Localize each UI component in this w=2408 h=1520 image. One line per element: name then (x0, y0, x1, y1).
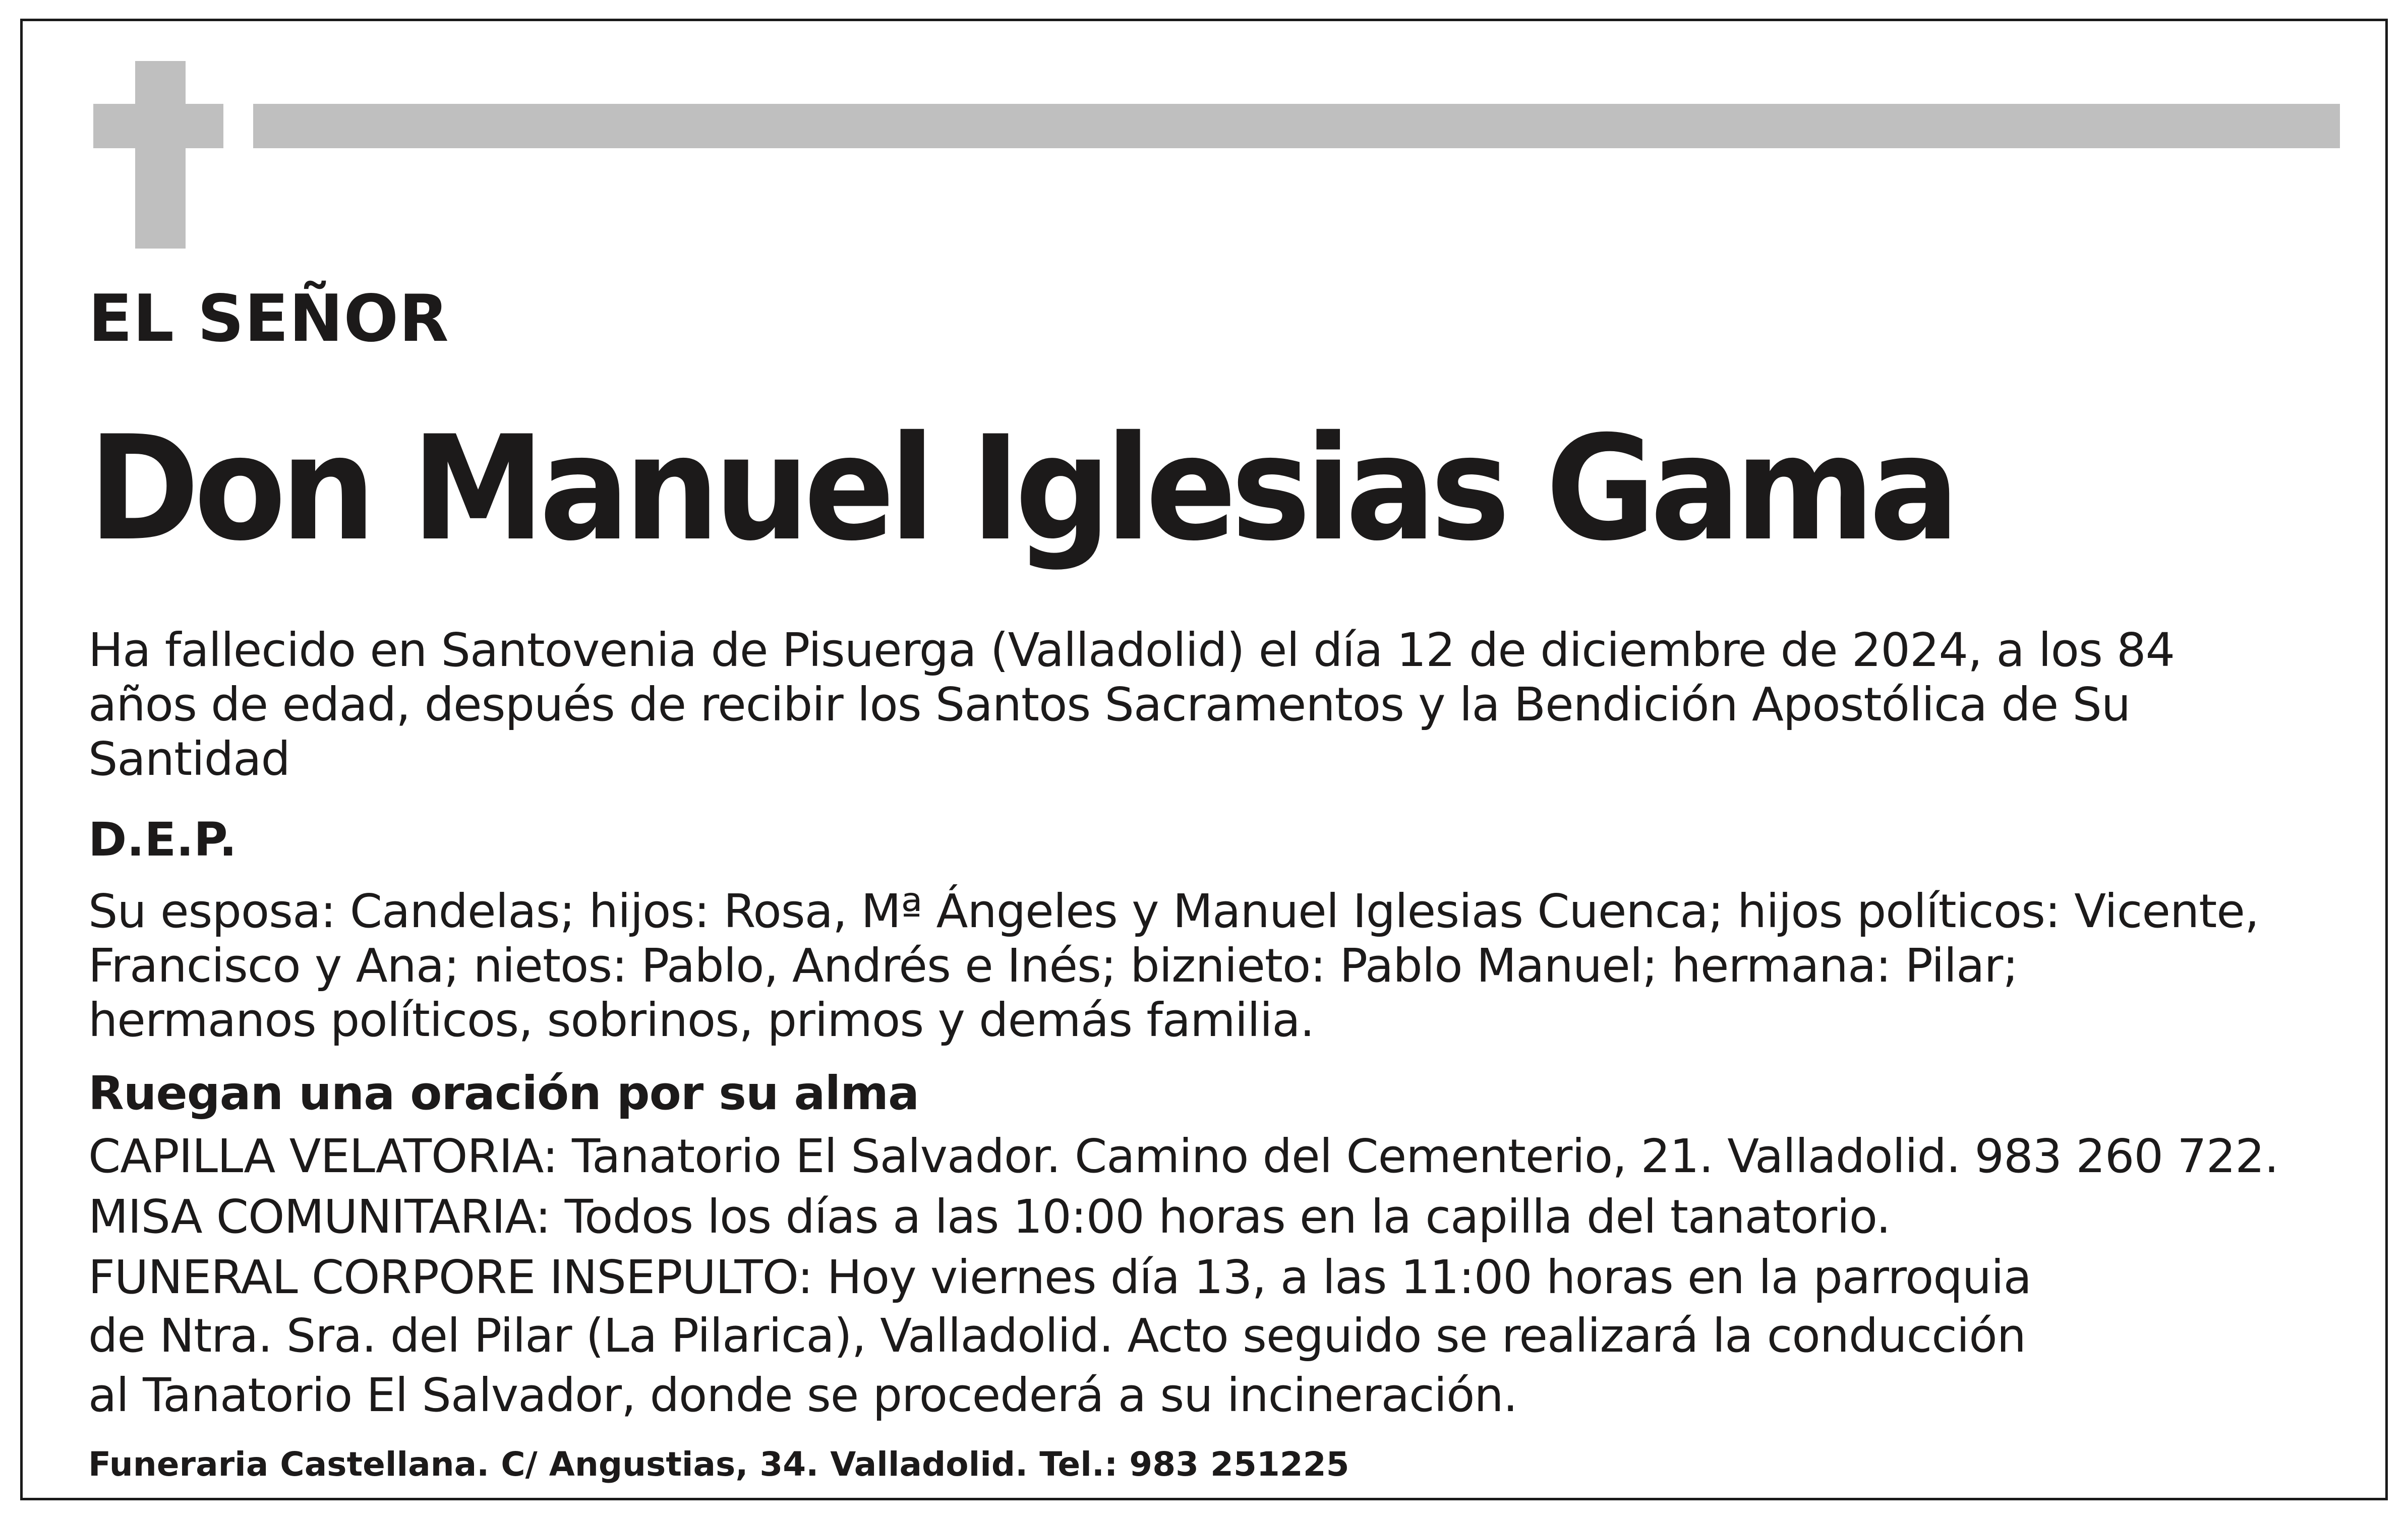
service-line-5: al Tanatorio El Salvador, donde se procederá a su incineración. (88, 1368, 1517, 1422)
family-line-2: Francisco y Ana; nietos: Pablo, Andrés e Inés; biznieto: Pablo Manuel; hermana: Pilar; (88, 939, 2018, 993)
prayer-request: Ruegan una oración por su alma (88, 1066, 919, 1120)
service-line-3: FUNERAL CORPORE INSEPULTO: Hoy viernes día 13, a las 11:00 horas en la parroquia (88, 1250, 2032, 1304)
service-line-4: de Ntra. Sra. del Pilar (La Pilarica), Valladolid. Acto seguido se realizará la conducción (88, 1309, 2026, 1363)
service-line-1: CAPILLA VELATORIA: Tanatorio El Salvador. Camino del Cementerio, 21. Valladolid. 983 260 722. (88, 1129, 2279, 1183)
deceased-name: Don Manuel Iglesias Gama (88, 405, 1954, 573)
family-line-1: Su esposa: Candelas; hijos: Rosa, Mª Ángeles y Manuel Iglesias Cuenca; hijos políticos: Vicente, (88, 884, 2259, 938)
funeral-home-footer: Funeraria Castellana. C/ Angustias, 34. Valladolid. Tel.: 983 251225 (88, 1445, 1349, 1484)
dep-label: D.E.P. (88, 813, 237, 867)
latin-cross-icon-bar (93, 104, 223, 148)
service-line-2: MISA COMUNITARIA: Todos los días a las 10:00 horas en la capilla del tanatorio. (88, 1190, 1891, 1244)
title-label: EL SEÑOR (88, 281, 449, 356)
death-line-3: Santidad (88, 732, 290, 786)
death-line-2: años de edad, después de recibir los Santos Sacramentos y la Bendición Apostólica de Su (88, 678, 2131, 732)
death-line-1: Ha fallecido en Santovenia de Pisuerga (Valladolid) el día 12 de diciembre de 2024, a los 84 (88, 623, 2175, 677)
latin-cross-icon (135, 61, 186, 249)
header-rule (253, 104, 2340, 148)
family-line-3: hermanos políticos, sobrinos, primos y demás familia. (88, 993, 1315, 1047)
